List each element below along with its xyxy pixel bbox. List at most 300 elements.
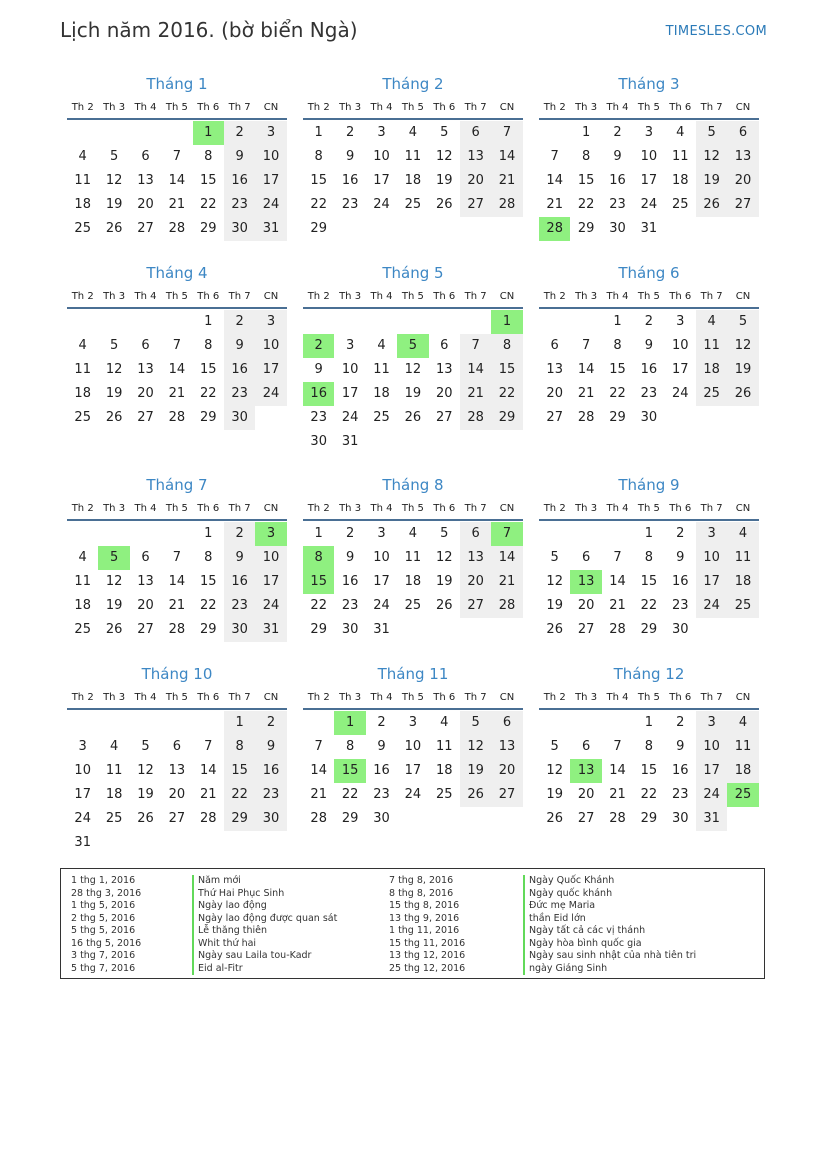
empty-cell: [429, 618, 460, 642]
day-cell: 22: [577, 197, 595, 212]
day-cell: 29: [310, 221, 327, 236]
day-cell: 13: [491, 735, 522, 759]
day-cell: 15: [199, 173, 217, 188]
weekday-label: Th 4: [134, 290, 157, 302]
empty-cell: [429, 310, 460, 334]
empty-cell: [570, 711, 601, 735]
day-cell: 18: [105, 787, 123, 802]
day-cell: 7: [172, 149, 181, 164]
day-cell: 7: [460, 334, 491, 358]
day-cell: 23: [224, 382, 255, 406]
weekday-label: CN: [499, 101, 515, 113]
day-cell: 30: [255, 807, 286, 831]
week-row: [303, 121, 523, 145]
holiday-legend: [60, 868, 765, 979]
week-row: [303, 310, 523, 334]
day-cell: 7: [613, 739, 622, 754]
day-cell: 14: [546, 173, 563, 188]
day-cell: 17: [341, 386, 359, 401]
weekday-label: Th 5: [401, 502, 424, 514]
weekday-label: Th 7: [464, 691, 487, 703]
day-cell: 11: [727, 546, 758, 570]
day-cell: 2: [644, 314, 653, 329]
day-cell: 4: [727, 711, 758, 735]
day-cell: 20: [491, 759, 522, 783]
day-cell: 16: [341, 574, 359, 589]
weekday-label: Th 7: [228, 691, 251, 703]
day-cell: 18: [373, 386, 390, 401]
day-cell: 23: [341, 197, 359, 212]
empty-cell: [570, 310, 601, 334]
empty-cell: [98, 831, 129, 855]
weekday-label: Th 5: [637, 502, 660, 514]
week-row: [539, 783, 759, 807]
holiday-day-cell: 7: [491, 522, 522, 546]
day-cell: 28: [491, 594, 522, 618]
legend-date: 28 thg 3, 2016: [71, 887, 142, 899]
weekday-label: Th 2: [307, 101, 330, 113]
legend-date: 5 thg 5, 2016: [71, 925, 136, 936]
weekday-label: Th 5: [401, 691, 424, 703]
day-cell: 7: [204, 739, 213, 754]
empty-cell: [491, 807, 522, 831]
week-row: [67, 358, 287, 382]
empty-cell: [130, 522, 161, 546]
day-cell: 28: [491, 193, 522, 217]
holiday-day-cell: 15: [334, 759, 365, 783]
week-row: [67, 783, 287, 807]
week-row: [539, 618, 759, 642]
weekday-label: Th 6: [197, 691, 220, 703]
empty-cell: [98, 522, 129, 546]
legend-date: 3 thg 7, 2016: [71, 950, 136, 961]
day-cell: 29: [199, 622, 217, 637]
header-rule: [303, 118, 523, 120]
day-cell: 26: [727, 382, 758, 406]
empty-cell: [67, 310, 98, 334]
empty-cell: [539, 522, 570, 546]
empty-cell: [491, 217, 522, 241]
day-cell: 21: [310, 787, 327, 802]
legend-holiday-name: Đức mẹ Maria: [523, 900, 758, 913]
day-cell: 18: [696, 358, 727, 382]
day-cell: 19: [105, 598, 123, 613]
day-cell: 31: [255, 217, 286, 241]
empty-cell: [366, 217, 397, 241]
empty-cell: [429, 217, 460, 241]
weekday-label: Th 2: [307, 290, 330, 302]
day-cell: 10: [255, 145, 286, 169]
day-cell: 17: [255, 570, 286, 594]
weekday-label: Th 2: [71, 691, 94, 703]
day-cell: 15: [609, 362, 626, 377]
month-1: [67, 72, 287, 241]
week-row: [67, 594, 287, 618]
site-link[interactable]: TIMESLES.COM: [665, 24, 767, 39]
day-cell: 6: [550, 338, 559, 353]
holiday-day-cell: 5: [397, 334, 428, 358]
holiday-day-cell: 1: [193, 121, 224, 145]
day-cell: 12: [696, 145, 727, 169]
day-cell: 6: [581, 550, 591, 565]
day-cell: 22: [640, 787, 658, 802]
weekday-label: Th 2: [543, 502, 566, 514]
weekday-label: Th 5: [165, 101, 188, 113]
legend-date: 7 thg 8, 2016: [389, 875, 454, 886]
legend-dates-right: [389, 875, 519, 975]
day-cell: 27: [137, 221, 154, 236]
legend-date: 15 thg 11, 2016: [389, 937, 466, 949]
legend-holiday-name: Thứ Hai Phục Sinh: [192, 888, 382, 901]
day-cell: 18: [727, 570, 758, 594]
day-cell: 25: [373, 410, 390, 425]
week-row: [303, 430, 523, 454]
day-cell: 23: [671, 598, 689, 613]
legend-date: 1 thg 1, 2016: [71, 875, 136, 886]
day-cell: 1: [204, 526, 213, 541]
empty-cell: [303, 711, 334, 735]
day-cell: 3: [345, 338, 355, 353]
day-cell: 21: [168, 386, 186, 401]
day-cell: 13: [460, 546, 491, 570]
day-cell: 3: [377, 125, 386, 140]
holiday-day-cell: 25: [727, 783, 758, 807]
weekday-label: Th 7: [700, 290, 723, 302]
day-cell: 8: [204, 149, 213, 164]
day-cell: 3: [78, 739, 87, 754]
month-2: [303, 72, 523, 241]
day-cell: 6: [460, 522, 491, 546]
day-cell: 21: [609, 598, 626, 613]
day-cell: 26: [105, 221, 123, 236]
weekday-label: Th 4: [370, 691, 393, 703]
day-cell: 23: [341, 598, 359, 613]
day-cell: 27: [435, 410, 453, 425]
legend-date: 5 thg 7, 2016: [71, 962, 136, 974]
weekday-label: Th 4: [134, 691, 157, 703]
holiday-day-cell: 28: [539, 217, 570, 241]
day-cell: 19: [105, 197, 123, 212]
week-row: [67, 759, 287, 783]
empty-cell: [67, 711, 98, 735]
day-cell: 24: [640, 197, 658, 212]
day-cell: 16: [671, 574, 689, 589]
day-cell: 21: [168, 598, 186, 613]
day-cell: 2: [345, 526, 355, 541]
day-cell: 25: [435, 787, 453, 802]
day-cell: 27: [460, 594, 491, 618]
month-3: [539, 72, 759, 241]
week-row: [303, 522, 523, 546]
day-cell: 28: [460, 406, 491, 430]
empty-cell: [397, 618, 428, 642]
week-row: [539, 334, 759, 358]
day-cell: 21: [577, 386, 595, 401]
day-cell: 3: [676, 314, 685, 329]
day-cell: 24: [696, 594, 727, 618]
legend-holiday-name: Ngày sau sinh nhật của nhà tiên tri: [523, 950, 758, 963]
month-11: [303, 662, 523, 831]
day-cell: 1: [644, 715, 653, 730]
day-cell: 22: [491, 382, 522, 406]
header-rule: [67, 708, 287, 710]
legend-dates-left: [71, 875, 191, 975]
week-row: [539, 711, 759, 735]
weekday-label: Th 6: [433, 101, 456, 113]
day-cell: 30: [640, 410, 658, 425]
day-cell: 11: [671, 149, 689, 164]
day-cell: 9: [676, 739, 685, 754]
empty-cell: [397, 310, 428, 334]
day-cell: 19: [137, 787, 154, 802]
weekday-label: Th 3: [575, 290, 598, 302]
holiday-day-cell: 16: [303, 382, 334, 406]
day-cell: 25: [105, 811, 123, 826]
day-cell: 23: [609, 197, 626, 212]
month-6: [539, 261, 759, 430]
day-cell: 7: [172, 338, 181, 353]
day-cell: 2: [676, 526, 685, 541]
day-cell: 25: [74, 410, 91, 425]
legend-holiday-name: Ngày hòa bình quốc gia: [523, 938, 758, 951]
day-cell: 24: [696, 783, 727, 807]
day-cell: 29: [341, 811, 359, 826]
day-cell: 12: [105, 574, 123, 589]
day-cell: 19: [696, 169, 727, 193]
header-rule: [539, 708, 759, 710]
day-cell: 17: [404, 763, 422, 778]
legend-names-right: [523, 875, 758, 975]
week-row: [67, 217, 287, 241]
empty-cell: [491, 430, 522, 454]
day-cell: 13: [137, 173, 154, 188]
day-cell: 4: [408, 526, 417, 541]
weekday-header: [67, 497, 287, 519]
day-cell: 14: [577, 362, 595, 377]
weekday-label: Th 3: [339, 101, 362, 113]
empty-cell: [366, 430, 397, 454]
day-cell: 14: [460, 358, 491, 382]
weekday-label: CN: [263, 290, 279, 302]
weekday-header: [539, 686, 759, 708]
day-cell: 30: [224, 618, 255, 642]
weekday-label: Th 4: [606, 691, 629, 703]
weekday-label: Th 7: [228, 290, 251, 302]
month-title: Tháng 9: [618, 476, 680, 494]
weekday-header: [539, 96, 759, 118]
day-cell: 17: [640, 173, 658, 188]
week-row: [539, 310, 759, 334]
day-cell: 11: [696, 334, 727, 358]
day-cell: 9: [644, 338, 653, 353]
weekday-label: Th 2: [543, 691, 566, 703]
day-cell: 22: [640, 598, 658, 613]
weekday-header: [67, 686, 287, 708]
day-cell: 14: [168, 574, 186, 589]
day-cell: 4: [696, 310, 727, 334]
empty-cell: [130, 121, 161, 145]
month-9: [539, 473, 759, 642]
empty-cell: [570, 522, 601, 546]
day-cell: 8: [345, 739, 355, 754]
day-cell: 30: [341, 622, 359, 637]
week-row: [303, 546, 523, 570]
weekday-label: Th 7: [464, 101, 487, 113]
day-cell: 13: [546, 362, 563, 377]
day-cell: 1: [204, 314, 213, 329]
day-cell: 12: [435, 149, 453, 164]
weekday-label: Th 2: [71, 502, 94, 514]
legend-date: 25 thg 12, 2016: [389, 962, 466, 974]
weekday-label: Th 6: [197, 502, 220, 514]
empty-cell: [429, 430, 460, 454]
day-cell: 15: [577, 173, 595, 188]
day-cell: 28: [609, 811, 626, 826]
day-cell: 11: [435, 739, 453, 754]
day-cell: 8: [613, 338, 622, 353]
day-cell: 10: [373, 149, 390, 164]
day-cell: 26: [546, 622, 563, 637]
day-cell: 29: [199, 410, 217, 425]
header-rule: [539, 118, 759, 120]
header-rule: [539, 307, 759, 309]
empty-cell: [696, 406, 727, 430]
day-cell: 12: [546, 574, 563, 589]
weekday-header: [539, 285, 759, 307]
day-cell: 29: [199, 221, 217, 236]
day-cell: 13: [435, 362, 453, 377]
day-cell: 16: [224, 358, 255, 382]
week-row: [303, 406, 523, 430]
day-cell: 8: [314, 149, 323, 164]
day-cell: 29: [491, 406, 522, 430]
day-cell: 10: [255, 334, 286, 358]
week-row: [539, 594, 759, 618]
day-cell: 10: [696, 546, 727, 570]
week-row: [539, 145, 759, 169]
day-cell: 6: [141, 338, 150, 353]
weekday-label: CN: [263, 691, 279, 703]
day-cell: 18: [671, 173, 689, 188]
legend-holiday-name: Lễ thăng thiên: [192, 925, 382, 938]
day-cell: 25: [727, 594, 758, 618]
day-cell: 21: [460, 382, 491, 406]
empty-cell: [130, 310, 161, 334]
day-cell: 28: [168, 410, 186, 425]
empty-cell: [161, 310, 192, 334]
day-cell: 9: [224, 145, 255, 169]
legend-holiday-name: Ngày Quốc Khánh: [523, 875, 758, 888]
month-title: Tháng 11: [377, 665, 449, 683]
day-cell: 19: [546, 598, 563, 613]
day-cell: 3: [377, 526, 386, 541]
day-cell: 1: [314, 526, 323, 541]
week-row: [539, 217, 759, 241]
day-cell: 18: [727, 759, 758, 783]
day-cell: 8: [644, 739, 653, 754]
empty-cell: [696, 217, 727, 241]
empty-cell: [130, 711, 161, 735]
day-cell: 9: [224, 546, 255, 570]
day-cell: 21: [491, 570, 522, 594]
day-cell: 7: [581, 338, 591, 353]
day-cell: 9: [224, 334, 255, 358]
day-cell: 14: [491, 546, 522, 570]
day-cell: 4: [78, 338, 87, 353]
day-cell: 14: [310, 763, 327, 778]
weekday-label: Th 5: [165, 290, 188, 302]
day-cell: 22: [199, 386, 217, 401]
day-cell: 12: [460, 735, 491, 759]
header-rule: [539, 519, 759, 521]
week-row: [539, 406, 759, 430]
week-row: [539, 121, 759, 145]
legend-holiday-name: Ngày lao động: [192, 900, 382, 913]
weekday-header: [303, 497, 523, 519]
week-row: [67, 807, 287, 831]
day-cell: 29: [609, 410, 626, 425]
legend-holiday-name: ngày Giáng Sinh: [523, 963, 758, 976]
legend-holiday-name: Ngày tất cả các vị thánh: [523, 925, 758, 938]
day-cell: 25: [74, 221, 91, 236]
legend-names-left: [192, 875, 382, 975]
weekday-label: Th 7: [228, 502, 251, 514]
empty-cell: [255, 831, 286, 855]
weekday-label: Th 3: [103, 691, 126, 703]
weekday-label: Th 5: [165, 691, 188, 703]
day-cell: 22: [609, 386, 626, 401]
empty-cell: [366, 310, 397, 334]
day-cell: 28: [310, 811, 327, 826]
day-cell: 27: [168, 811, 186, 826]
week-row: [539, 169, 759, 193]
weekday-label: Th 5: [637, 101, 660, 113]
empty-cell: [665, 406, 696, 430]
day-cell: 17: [696, 759, 727, 783]
day-cell: 19: [435, 173, 453, 188]
day-cell: 27: [577, 811, 595, 826]
day-cell: 20: [460, 570, 491, 594]
weekday-header: [303, 96, 523, 118]
day-cell: 31: [640, 221, 658, 236]
day-cell: 5: [727, 310, 758, 334]
legend-date: 8 thg 8, 2016: [389, 887, 454, 899]
weekday-label: Th 2: [307, 502, 330, 514]
week-row: [303, 570, 523, 594]
legend-holiday-name: thần Eid lớn: [523, 913, 758, 926]
week-row: [539, 358, 759, 382]
day-cell: 31: [341, 434, 359, 449]
day-cell: 20: [546, 386, 563, 401]
weekday-label: Th 4: [606, 290, 629, 302]
week-row: [539, 193, 759, 217]
week-row: [303, 711, 523, 735]
empty-cell: [98, 310, 129, 334]
weekday-label: Th 4: [606, 502, 629, 514]
weekday-label: Th 3: [339, 502, 362, 514]
day-cell: 29: [224, 807, 255, 831]
day-cell: 6: [581, 739, 591, 754]
month-title: Tháng 3: [618, 75, 680, 93]
day-cell: 3: [696, 522, 727, 546]
day-cell: 10: [640, 149, 658, 164]
empty-cell: [491, 618, 522, 642]
day-cell: 3: [255, 121, 286, 145]
week-row: [303, 783, 523, 807]
week-row: [303, 145, 523, 169]
day-cell: 29: [640, 811, 658, 826]
month-5: [303, 261, 523, 454]
